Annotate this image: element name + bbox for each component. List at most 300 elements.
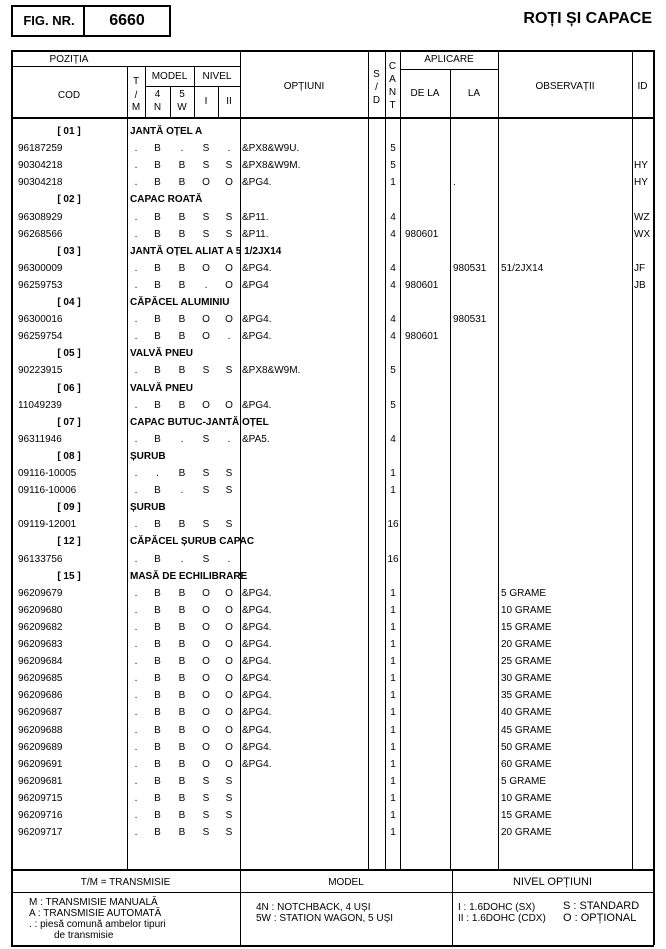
cell-m5: B <box>178 177 186 189</box>
cell-m5: B <box>178 468 186 479</box>
cell-obs: 30 GRAME <box>501 673 552 685</box>
cell-m4: B <box>154 331 161 343</box>
cell-m4: B <box>154 758 161 770</box>
cell-n1: S <box>202 160 210 172</box>
cell-n2: S <box>225 519 233 531</box>
cell-m5: B <box>178 604 186 616</box>
cell-cod: 96133756 <box>18 553 63 565</box>
cell-cod: 96300016 <box>18 314 63 326</box>
cell-m4: B <box>154 741 161 753</box>
group-position: [ 04 ] <box>57 297 81 308</box>
cell-n2: S <box>225 365 233 377</box>
page-title: ROȚI ȘI CAPACE <box>523 10 652 27</box>
cell-tm: . <box>134 656 138 668</box>
cell-cant: 1 <box>390 758 396 770</box>
col-aplicare: APLICARE <box>424 54 474 65</box>
cell-n1: O <box>202 621 210 633</box>
cell-tm: . <box>134 553 138 565</box>
figure-number-box <box>11 5 171 37</box>
cell-tm: . <box>134 279 138 291</box>
cell-n2: O <box>225 399 233 411</box>
cell-tm: . <box>134 587 138 599</box>
cell-obs: 5 GRAME <box>501 587 547 599</box>
cell-m4: B <box>154 519 161 531</box>
legend-nivel-code: O : OPȚIONAL <box>563 912 637 924</box>
cell-cant: 1 <box>390 177 396 189</box>
cell-n2: S <box>225 827 233 839</box>
cell-cant: 1 <box>390 621 396 633</box>
cell-n2: O <box>225 314 233 326</box>
cell-n2: O <box>225 724 233 736</box>
cell-n1: O <box>202 177 210 189</box>
cell-m4: B <box>154 792 161 804</box>
cell-m4: B <box>154 775 161 787</box>
group-position: [ 12 ] <box>57 536 81 548</box>
col-tm-slash: / <box>134 90 138 101</box>
legend-tm-title: T/M = TRANSMISIE <box>80 877 171 888</box>
cell-cant: 1 <box>390 775 396 787</box>
cell-tm: . <box>134 792 138 804</box>
cell-m4: B <box>154 485 161 497</box>
cell-m5: B <box>178 741 186 753</box>
cell-m4: B <box>154 143 161 155</box>
cell-cod: 90304218 <box>18 177 63 189</box>
cell-cod: 96259753 <box>18 279 63 291</box>
group-name: CĂPĂCEL ALUMINIU <box>130 297 230 308</box>
cell-n1: O <box>202 604 210 616</box>
cell-opt: &PG4. <box>242 707 272 719</box>
cell-cant: 1 <box>390 741 396 753</box>
cell-n2: O <box>225 177 233 189</box>
cell-m5: B <box>178 228 186 240</box>
cell-n2: . <box>227 553 231 565</box>
cell-n1: O <box>202 656 210 668</box>
group-name: JANTĂ OȚEL A <box>130 126 203 137</box>
cell-tm: . <box>134 433 138 445</box>
col-la: LA <box>467 88 481 99</box>
cell-cod: 96209685 <box>18 673 63 685</box>
cell-opt: &PA5. <box>242 433 270 445</box>
cell-obs: 35 GRAME <box>501 690 552 702</box>
cell-obs: 40 GRAME <box>501 707 552 719</box>
cell-tm: . <box>134 468 138 479</box>
cell-m4: B <box>154 724 161 736</box>
cell-n1: S <box>202 365 210 377</box>
cell-m5: B <box>178 211 186 223</box>
cell-m4: B <box>154 690 161 702</box>
cell-n1: S <box>202 827 210 839</box>
cell-m5: . <box>180 485 184 497</box>
cell-n1: O <box>202 331 210 343</box>
legend-tm-line: A : TRANSMISIE AUTOMATĂ <box>29 908 162 919</box>
cell-m4: B <box>154 177 161 189</box>
group-position: [ 06 ] <box>57 382 81 394</box>
cell-opt: &PG4. <box>242 604 272 616</box>
cell-cant: 1 <box>390 673 396 685</box>
cell-obs: 10 GRAME <box>501 604 552 616</box>
group-name: VALVĂ PNEU <box>130 382 193 394</box>
group-name: JANTĂ OȚEL ALIAT A 5 1/2JX14 <box>130 245 282 257</box>
cell-m5: B <box>178 621 186 633</box>
cell-n2: O <box>225 741 233 753</box>
cell-n1: O <box>202 690 210 702</box>
col-id: ID <box>637 81 648 92</box>
cell-tm: . <box>134 724 138 736</box>
cell-m4: B <box>154 707 161 719</box>
cell-id: HY <box>634 160 648 172</box>
cell-m4: B <box>154 160 161 172</box>
cell-obs: 50 GRAME <box>501 741 552 753</box>
cell-tm: . <box>134 143 138 155</box>
cell-obs: 51/2JX14 <box>501 262 544 274</box>
cell-obs: 45 GRAME <box>501 724 552 736</box>
col-model: MODEL <box>151 71 188 82</box>
cell-m5: B <box>178 262 186 274</box>
cell-cod: 09116-10006 <box>18 485 77 497</box>
cell-cant: 5 <box>390 143 396 155</box>
cell-n2: O <box>225 758 233 770</box>
legend-model-title: MODEL <box>328 877 364 888</box>
group-name: VALVĂ PNEU <box>130 348 193 360</box>
cell-cant: 1 <box>390 468 396 479</box>
cell-m4: B <box>154 587 161 599</box>
group-name: CĂPĂCEL ȘURUB CAPAC <box>130 536 255 548</box>
col-cant-c: C <box>388 61 397 72</box>
cell-cant: 4 <box>390 228 396 240</box>
cell-cod: 96311946 <box>18 433 62 445</box>
cell-tm: . <box>134 160 138 172</box>
cell-cant: 5 <box>390 399 396 411</box>
col-model-w: W <box>177 102 187 113</box>
col-optiuni: OPȚIUNI <box>283 81 325 92</box>
cell-cod: 96209717 <box>18 827 63 839</box>
cell-dela: 980601 <box>405 331 439 343</box>
legend-nivel-title: NIVEL OPȚIUNI <box>512 876 593 888</box>
cell-m5: B <box>178 827 186 839</box>
cell-m4: B <box>154 827 161 839</box>
col-cod: COD <box>57 90 81 101</box>
cell-cant: 5 <box>390 160 396 172</box>
cell-tm: . <box>134 604 138 616</box>
cell-n2: O <box>225 690 233 702</box>
cell-cant: 1 <box>390 792 396 804</box>
cell-opt: &PG4. <box>242 724 272 736</box>
group-name: CAPAC BUTUC-JANTĂ OȚEL <box>130 416 269 428</box>
cell-cant: 1 <box>390 810 396 821</box>
cell-obs: 15 GRAME <box>501 621 552 633</box>
cell-tm: . <box>134 775 138 787</box>
cell-cod: 96268566 <box>18 228 63 240</box>
cell-n2: O <box>225 587 233 599</box>
cell-cant: 1 <box>390 656 396 668</box>
cell-la: . <box>453 177 456 189</box>
cell-obs: 20 GRAME <box>501 827 552 839</box>
cell-cant: 4 <box>390 211 396 223</box>
cell-n1: O <box>202 724 210 736</box>
cell-m5: B <box>178 673 186 685</box>
cell-cod: 11049239 <box>18 399 62 411</box>
col-sd-d: D <box>372 95 381 106</box>
cell-opt: &PG4. <box>242 621 272 633</box>
col-nivel-1: I <box>204 96 208 107</box>
cell-m5: B <box>178 758 186 770</box>
cell-cant: 1 <box>390 690 396 702</box>
cell-obs: 15 GRAME <box>501 810 552 821</box>
cell-tm: . <box>134 519 138 531</box>
cell-id: HY <box>634 177 648 189</box>
cell-tm: . <box>134 639 138 650</box>
cell-m4: B <box>154 365 161 377</box>
cell-tm: . <box>134 485 138 497</box>
legend-nivel-code: S : STANDARD <box>563 900 640 912</box>
group-name: MASĂ DE ECHILIBRARE <box>130 570 248 582</box>
cell-n1: S <box>202 143 210 155</box>
cell-obs: 20 GRAME <box>501 639 552 650</box>
cell-m4: B <box>154 656 161 668</box>
cell-opt: &PX8&W9M. <box>242 160 301 172</box>
cell-n1: O <box>202 262 210 274</box>
cell-opt: &PG4. <box>242 587 272 599</box>
cell-n1: O <box>202 707 210 719</box>
group-name: ȘURUB <box>130 502 166 514</box>
cell-opt: &PG4. <box>242 673 272 685</box>
cell-cant: 4 <box>390 314 396 326</box>
group-position: [ 05 ] <box>57 348 81 360</box>
cell-n2: O <box>225 707 233 719</box>
cell-cant: 1 <box>390 604 396 616</box>
cell-m5: . <box>180 433 184 445</box>
cell-n1: O <box>202 741 210 753</box>
group-position: [ 03 ] <box>57 245 81 257</box>
cell-obs: 5 GRAME <box>501 775 547 787</box>
cell-opt: &P11. <box>242 211 269 223</box>
cell-cant: 16 <box>387 519 399 531</box>
cell-n1: S <box>202 519 210 531</box>
cell-n2: S <box>225 792 233 804</box>
cell-cod: 96209681 <box>18 775 63 787</box>
cell-cod: 96209686 <box>18 690 63 702</box>
col-observatii: OBSERVAȚII <box>535 81 595 92</box>
cell-obs: 60 GRAME <box>501 758 552 770</box>
cell-n1: O <box>202 314 210 326</box>
legend-tm-line: M : TRANSMISIE MANUALĂ <box>29 897 158 908</box>
cell-cant: 16 <box>387 553 399 565</box>
cell-tm: . <box>134 690 138 702</box>
cell-opt: &PX8&W9U. <box>242 143 300 155</box>
cell-m5: B <box>178 279 186 291</box>
cell-n2: S <box>225 775 233 787</box>
cell-cant: 4 <box>390 331 396 343</box>
cell-cod: 96209687 <box>18 707 63 719</box>
cell-n2: . <box>227 433 231 445</box>
legend-nivel-line: II : 1.6DOHC (CDX) <box>458 913 546 924</box>
cell-n2: O <box>225 639 233 650</box>
cell-m5: B <box>178 792 186 804</box>
col-sd-slash: / <box>375 82 378 93</box>
cell-m4: B <box>154 604 161 616</box>
cell-m5: . <box>180 143 184 155</box>
cell-cant: 4 <box>390 433 396 445</box>
cell-m4: B <box>154 621 161 633</box>
cell-n1: O <box>202 587 210 599</box>
cell-tm: . <box>134 177 138 189</box>
cell-m5: B <box>178 707 186 719</box>
cell-cod: 96209691 <box>18 758 63 770</box>
col-cant-t: T <box>389 100 396 111</box>
cell-n2: S <box>225 160 233 172</box>
cell-cant: 4 <box>390 262 396 274</box>
cell-opt: &PG4. <box>242 399 272 411</box>
cell-n1: O <box>202 399 210 411</box>
cell-n1: S <box>202 211 210 223</box>
cell-n1: O <box>202 758 210 770</box>
figure-label: FIG. NR. <box>15 7 85 35</box>
col-tm-m: M <box>131 102 141 113</box>
legend-tm-line: . : piesă comună ambelor tipuri <box>29 919 166 930</box>
cell-cod: 09119-12001 <box>18 519 77 531</box>
cell-opt: &PG4. <box>242 741 272 753</box>
cell-n1: S <box>202 485 210 497</box>
cell-opt: &PG4. <box>242 177 272 189</box>
cell-n2: S <box>225 468 233 479</box>
cell-opt: &PG4. <box>242 331 272 343</box>
cell-dela: 980601 <box>405 279 439 291</box>
cell-opt: &PG4. <box>242 758 272 770</box>
cell-m4: B <box>154 228 161 240</box>
cell-cant: 1 <box>390 707 396 719</box>
cell-n2: S <box>225 211 233 223</box>
cell-m5: B <box>178 690 186 702</box>
cell-cant: 5 <box>390 365 396 377</box>
cell-cant: 1 <box>390 827 396 839</box>
cell-m5: B <box>178 365 186 377</box>
col-tm-t: T <box>132 76 140 87</box>
cell-la: 980531 <box>453 314 487 326</box>
cell-tm: . <box>134 228 138 240</box>
group-name: CAPAC ROATĂ <box>130 194 203 206</box>
cell-cant: 1 <box>390 724 396 736</box>
cell-n2: O <box>225 656 233 668</box>
cell-cod: 96209682 <box>18 621 63 633</box>
cell-id: JF <box>634 262 646 274</box>
cell-opt: &PX8&W9M. <box>242 365 301 377</box>
col-sd-s: S <box>373 69 380 80</box>
cell-m4: B <box>154 314 161 326</box>
cell-n2: S <box>225 810 233 821</box>
cell-cod: 96300009 <box>18 262 63 274</box>
group-position: [ 02 ] <box>57 194 81 206</box>
cell-tm: . <box>134 262 138 274</box>
cell-n1: . <box>204 279 208 291</box>
cell-id: JB <box>634 279 646 291</box>
cell-n2: O <box>225 604 233 616</box>
cell-opt: &PG4. <box>242 690 272 702</box>
cell-id: WX <box>634 228 651 240</box>
cell-m4: B <box>154 279 161 291</box>
cell-n1: S <box>202 433 210 445</box>
cell-m5: B <box>178 314 186 326</box>
cell-obs: 25 GRAME <box>501 656 552 668</box>
cell-m4: B <box>154 433 161 445</box>
cell-m4: . <box>156 468 159 479</box>
cell-m4: B <box>154 639 161 650</box>
cell-n2: O <box>225 621 233 633</box>
group-position: [ 08 ] <box>57 450 81 462</box>
cell-tm: . <box>134 314 138 326</box>
cell-opt: &PG4. <box>242 262 272 274</box>
col-pozitia: POZIȚIA <box>49 54 89 65</box>
cell-cant: 1 <box>390 587 396 599</box>
group-position: [ 01 ] <box>57 126 81 137</box>
cell-m5: B <box>178 519 186 531</box>
col-nivel-2: II <box>226 96 232 107</box>
cell-tm: . <box>134 211 138 223</box>
cell-opt: &PG4. <box>242 639 272 650</box>
cell-tm: . <box>134 673 138 685</box>
cell-tm: . <box>134 621 138 633</box>
cell-obs: 10 GRAME <box>501 792 552 804</box>
cell-cod: 90223915 <box>18 365 63 377</box>
cell-la: 980531 <box>453 262 487 274</box>
cell-n2: O <box>225 279 233 291</box>
cell-m4: B <box>154 553 161 565</box>
cell-n1: S <box>202 553 210 565</box>
col-nivel: NIVEL <box>202 71 232 82</box>
cell-cod: 96209715 <box>18 792 63 804</box>
cell-tm: . <box>134 707 138 719</box>
cell-m4: B <box>154 810 161 821</box>
cell-tm: . <box>134 365 138 377</box>
cell-tm: . <box>134 399 138 411</box>
cell-m5: B <box>178 160 186 172</box>
cell-dela: 980601 <box>405 228 439 240</box>
col-model-5: 5 <box>179 89 185 100</box>
cell-tm: . <box>134 810 138 821</box>
cell-cod: 96209684 <box>18 656 63 668</box>
cell-n2: S <box>225 228 233 240</box>
cell-tm: . <box>134 758 138 770</box>
col-de-la: DE LA <box>410 88 440 99</box>
cell-n2: O <box>225 673 233 685</box>
cell-cod: 96209688 <box>18 724 63 736</box>
cell-tm: . <box>134 331 138 343</box>
cell-m4: B <box>154 211 161 223</box>
col-cant-a: A <box>389 74 396 85</box>
cell-n1: S <box>202 792 210 804</box>
cell-m5: . <box>180 553 184 565</box>
cell-m5: B <box>178 587 186 599</box>
legend-tm-line: de transmisie <box>54 930 114 941</box>
cell-m5: B <box>178 639 186 650</box>
cell-opt: &P11. <box>242 228 269 240</box>
group-name: ȘURUB <box>130 450 166 462</box>
cell-m4: B <box>154 673 161 685</box>
col-model-4: 4 <box>154 89 161 100</box>
cell-cod: 96209716 <box>18 810 63 821</box>
cell-n2: S <box>225 485 233 497</box>
cell-n1: O <box>202 639 210 650</box>
cell-cod: 96187259 <box>18 143 63 155</box>
cell-m5: B <box>178 810 186 821</box>
group-position: [ 09 ] <box>57 502 81 514</box>
cell-n2: . <box>227 143 231 155</box>
legend-nivel-line: I : 1.6DOHC (SX) <box>458 902 536 913</box>
cell-m4: B <box>154 399 161 411</box>
cell-cod: 90304218 <box>18 160 63 172</box>
legend-model-line: 4N : NOTCHBACK, 4 UȘI <box>256 902 371 913</box>
col-model-n: N <box>153 102 162 113</box>
cell-tm: . <box>134 741 138 753</box>
